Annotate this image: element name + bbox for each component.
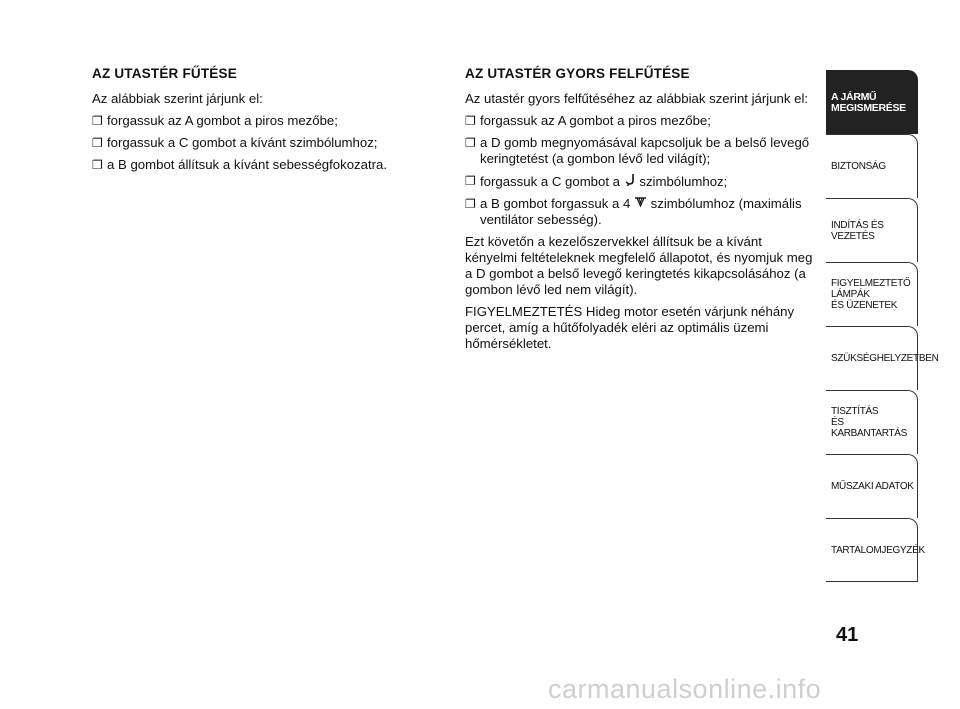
checkbox-bullet-icon: ❐ (465, 136, 476, 150)
list-item: ❐ forgassuk a C gombot a kívánt szimbólumhoz; (92, 135, 378, 150)
paragraph: Ezt követőn a kezelőszervekkel állítsuk be a kívánt kényelmi feltételeknek megfelelő állapotot, és nyomjuk meg a D gombot a belső levegő keringtetés kikapcsolásához (a gombon lévő led nem világít). (465, 234, 813, 297)
list-item: ❐ a D gomb megnyomásával kapcsoljuk be a belső levegő keringtetést (a gombon lévő led világít); (465, 135, 810, 166)
intro-text: Az utastér gyors felfűtéséhez az alábbiak szerint járjunk el: (465, 91, 809, 106)
list-item: ❐ a B gombot forgassuk a 4 szimbólumhoz (maximális ventilátor sebesség). (465, 196, 802, 227)
watermark: carmanualsonline.info (548, 674, 822, 704)
checkbox-bullet-icon: ❐ (465, 197, 476, 211)
fan-icon (634, 196, 647, 212)
intro-text: Az alábbiak szerint járjunk el: (92, 91, 263, 106)
warning-label: FIGYELMEZTETÉS (465, 304, 583, 319)
right-column (465, 66, 815, 358)
checkbox-bullet-icon: ❐ (92, 114, 103, 128)
list-item: ❐ forgassuk az A gombot a piros mezőbe; (465, 113, 711, 128)
checkbox-bullet-icon: ❐ (465, 174, 476, 188)
tab-starting-driving[interactable]: INDÍTÁS ÉS VEZETÉS (826, 198, 918, 262)
checkbox-bullet-icon: ❐ (465, 114, 476, 128)
tab-index[interactable]: TARTALOMJEGYZÉK (826, 518, 918, 582)
tab-maintenance[interactable]: TISZTÍTÁS ÉS KARBANTARTÁS (826, 390, 918, 454)
feet-airflow-icon (624, 173, 636, 190)
tab-vehicle-overview[interactable]: A JÁRMŰ MEGISMERÉSE (826, 70, 918, 134)
list-item: ❐ a B gombot állítsuk a kívánt sebességfokozatra. (92, 157, 388, 172)
section-title-quick-heating: AZ UTASTÉR GYORS FELFŰTÉSE (465, 66, 690, 81)
tab-safety[interactable]: BIZTONSÁG (826, 134, 918, 198)
chapter-tabs (826, 70, 939, 582)
tab-warning-lights[interactable]: FIGYELMEZTETŐ LÁMPÁK ÉS ÜZENETEK (826, 262, 918, 326)
tab-emergency[interactable]: SZÜKSÉGHELYZETBEN (826, 326, 918, 390)
checkbox-bullet-icon: ❐ (92, 158, 103, 172)
list-item: ❐ forgassuk a C gombot a szimbólumhoz; (465, 174, 728, 189)
list-item: ❐ forgassuk az A gombot a piros mezőbe; (92, 113, 338, 128)
left-column (92, 66, 432, 179)
warning-paragraph (465, 304, 815, 352)
section-title-heating: AZ UTASTÉR FŰTÉSE (92, 66, 237, 81)
checkbox-bullet-icon: ❐ (92, 136, 103, 150)
page-number: 41 (836, 624, 859, 646)
tab-technical-data[interactable]: MŰSZAKI ADATOK (826, 454, 918, 518)
warning-text: Hideg motor esetén várjunk néhány percet, amíg a hűtőfolyadék eléri az optimális üzemi hőmérsékletet. (465, 304, 795, 351)
